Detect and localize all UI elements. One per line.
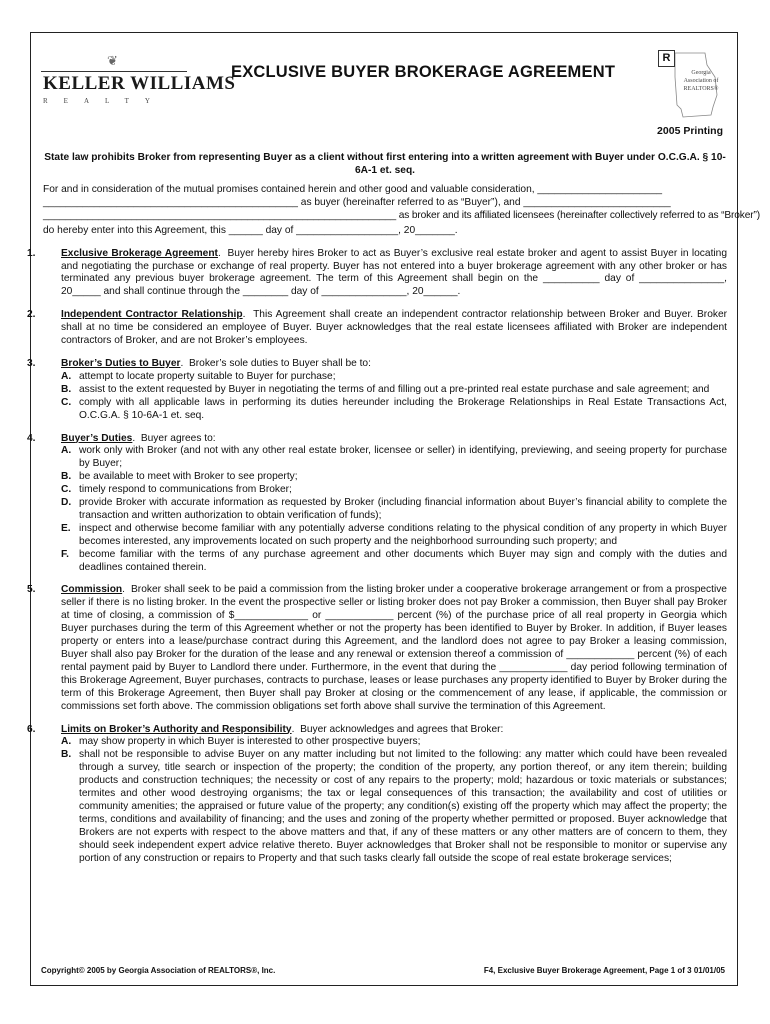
- realtor-r-icon: R: [658, 50, 675, 67]
- section-text: Broker’s sole duties to Buyer shall be to:: [188, 357, 371, 369]
- list-item: [43, 749, 727, 865]
- section-title: Limits on Broker’s Authority and Responsibility: [61, 723, 292, 735]
- section-text: This Agreement shall create an independent contractor relationship between Broker and Buyer. Broker shall at no time be considered an employee of Buyer. Buyer acknowledges that the real estate licensees affiliated with Broker are independent contractors of Broker, and are not Broker’s employees.: [61, 309, 728, 347]
- footer-copyright: Copyright© 2005 by Georgia Association of REALTORS®, Inc.: [41, 966, 276, 975]
- document-body: [27, 151, 760, 866]
- gar-line: Georgia: [691, 70, 711, 76]
- brand-sub: REALTY: [43, 97, 166, 105]
- document-page: [27, 32, 760, 986]
- section-title: Broker’s Duties to Buyer: [61, 357, 181, 369]
- section-number: 2.: [27, 309, 36, 321]
- gar-line: Association of: [683, 78, 719, 84]
- intro-line: For and in consideration of the mutual promises contained herein and other good and valuable consideration, ______________________: [43, 184, 663, 195]
- section-6: 6. Limits on Broker’s Authority and Responsibility. Buyer acknowledges and agrees that Broker: A. may show property in which Buyer is interested to other prospective buyers; B. shall not be responsible to advise Buyer on any matter including but not limited to the following: any matter which could have been revealed through a survey, title search or inspection of the property; the condition of the property, any portion thereof, or any item therein; building products and construction techniques; the necessity or cost of any repairs to the property; mold; hazardous or toxic materials or substances; termites and other wood destroying organisms; the tax or legal consequences of this transaction; the availability and cost of utilities or community amenities; the appraised or future value of the property; any condition(s) existing off the property which may affect the property; the terms, conditions and availability of financing; and the uses and zoning of the property whether permitted or proposed. Buyer acknowledge that Brokers are not experts with respect to the above matters and that, if any of these matters or any other matters are of concern to them, they should seek independent expert advice relative thereto. Buyer acknowledges that Broker shall not be responsible to monitor or supervise any portion of any construction or repairs to Property and that such tasks clearly fall outside the scope of real estate brokerage services;: [27, 723, 727, 864]
- list-item: [43, 549, 727, 575]
- list-item: [43, 397, 727, 423]
- item-text: shall not be responsible to advise Buyer on any matter including but not limited to the following: any matter which could have been revealed through a survey, title search or inspection of the property; the condition of the property, any portion thereof, or any item therein; building products and construction techniques; the necessity or cost of any repairs to the property; mold; hazardous or toxic materials or substances; termites and other wood destroying organisms; the tax or legal consequences of this transaction; the availability and cost of utilities or community amenities; the appraised or future value of the property; any condition(s) existing off the property which may affect the property; the terms, conditions and availability of financing; and the uses and zoning of the property whether permitted or proposed. Buyer acknowledge that Brokers are not experts with respect to the above matters and that, if any of these matters or any other matters are of concern to them, they should seek independent expert advice relative thereto. Buyer acknowledges that Broker shall not be responsible to monitor or supervise any portion of any construction or repairs to Property and that such tasks clearly fall outside the scope of real estate brokerage services;: [79, 749, 727, 864]
- item-text: inspect and otherwise become familiar with any potentially adverse conditions relating to the physical condition of any property in which Buyer becomes interested, any improvements located on such property and the neighborhood surrounding such property; and: [79, 522, 727, 547]
- section-text: Buyer agrees to:: [140, 432, 216, 444]
- item-text: be available to meet with Broker to see property;: [79, 471, 298, 483]
- intro-line: _____________________________________________ as buyer (hereinafter referred to as “Buyer”), and __________________________: [43, 196, 671, 208]
- gar-text: [679, 69, 723, 93]
- list-item: [43, 384, 727, 397]
- intro-paragraph: [43, 184, 760, 238]
- item-letter: A.: [61, 370, 72, 382]
- gar-line: REALTORS®: [683, 86, 719, 92]
- item-letter: C.: [61, 396, 72, 408]
- intro-line: ________________________________________________________________ as broker and its affiliated licensees (hereinafter collectively referred to as “Broker”): [43, 209, 760, 221]
- item-letter: B.: [61, 749, 72, 761]
- document-title: EXCLUSIVE BUYER BROKERAGE AGREEMENT: [231, 63, 616, 81]
- legal-notice: State law prohibits Broker from representing Buyer as a client without first entering into a written agreement with Buyer under O.C.G.A. § 10-6A-1 et. seq.: [44, 152, 726, 176]
- brand-name: KELLER WILLIAMS: [43, 73, 236, 94]
- section-number: 5.: [27, 584, 36, 596]
- section-title: Commission: [61, 584, 123, 596]
- list-item: [43, 523, 727, 549]
- item-letter: B.: [61, 383, 72, 395]
- list-item: [43, 497, 727, 523]
- item-letter: B.: [61, 471, 72, 483]
- section-text: Broker shall seek to be paid a commission from the listing broker under a cooperative brokerage arrangement or from a prospective seller if there is no listing broker. In the event the prospective seller or listing broker does not pay Broker a commission, then Buyer shall pay Broker at time of closing, a commission of $_____________ or ____________ percent (%) of the purchase price of all real property in Georgia which Buyer purchases during the term of this Agreement whether or not the property has been identified to Buyer by Broker. In addition, if Buyer leases property or enters into a lease/purchase contract during this Agreement, and the landlord does not agree to pay Broker a leasing commission, Buyer shall also pay Broker for the duration of the lease and any renewal or extension thereof a commission of ____________ percent (%) of each rental payment paid by Buyer to Landlord there under. Furthermore, in the event that during the ____________ day period following termination of this Brokerage Agreement, Buyer purchases, contracts to purchase, leases or lease purchases any property identified to Buyer by Broker during the term of this Brokerage Agreement, then Buyer shall pay Broker at closing or the commencement of any lease, if applicable, the commission or commissions set forth above. The commission obligations set forth above shall survive the termination of this Agreement.: [61, 584, 727, 712]
- item-text: become familiar with the terms of any purchase agreement and other documents which Buyer may sign and comply with the duties and deadlines contained therein.: [79, 548, 727, 573]
- section-5: 5. Commission. Broker shall seek to be paid a commission from the listing broker under a cooperative brokerage arrangement or from a prospective seller if there is no listing broker. In the event the prospective seller or listing broker does not pay Broker a commission, then Buyer shall pay Broker at time of closing, a commission of $_____________ or ____________ percent (%) of the purchase price of all real property in Georgia which Buyer purchases during the term of this Agreement whether or not the property has been identified to Buyer by Broker. In addition, if Buyer leases property or enters into a lease/purchase contract during this Agreement, and the landlord does not agree to pay Broker a leasing commission, Buyer shall also pay Broker for the duration of the lease and any renewal or extension thereof a commission of ____________ percent (%) of each rental payment paid by Buyer to Landlord there under. Furthermore, in the event that during the ____________ day period following termination of this Brokerage Agreement, Buyer purchases, contracts to purchase, leases or lease purchases any property identified to Buyer by Broker during the term of this Brokerage Agreement, then Buyer shall pay Broker at closing or the commencement of any lease, if applicable, the commission or commissions set forth above. The commission obligations set forth above shall survive the termination of this Agreement.: [27, 584, 727, 712]
- logo-divider: [41, 71, 187, 72]
- item-text: timely respond to communications from Broker;: [79, 484, 292, 496]
- item-text: may show property in which Buyer is interested to other prospective buyers;: [79, 736, 421, 748]
- section-number: 6.: [27, 723, 36, 735]
- item-text: assist to the extent requested by Buyer in negotiating the terms of and filling out a pre-printed real estate purchase and sale agreement; and: [79, 383, 710, 395]
- section-number: 3.: [27, 357, 36, 369]
- section-title: Exclusive Brokerage Agreement: [61, 247, 218, 259]
- item-letter: C.: [61, 484, 72, 496]
- item-letter: E.: [61, 522, 71, 534]
- keller-williams-logo: [41, 53, 236, 113]
- kw-emblem-icon: ❦: [107, 53, 118, 68]
- item-text: work only with Broker (and not with any other real estate broker, licensee or seller) in identifying, previewing, and seeing property for purchase by Buyer;: [79, 445, 727, 470]
- item-text: provide Broker with accurate information as requested by Broker (including financial information about Buyer’s financial ability to complete the transaction and written authorization to obtain verification of funds);: [79, 497, 727, 521]
- footer-page-info: F4, Exclusive Buyer Brokerage Agreement, Page 1 of 3 01/01/05: [483, 966, 725, 975]
- section-text: Buyer acknowledges and agrees that Broker:: [300, 723, 504, 735]
- item-text: attempt to locate property suitable to Buyer for purchase;: [79, 370, 336, 382]
- list-item: [43, 736, 727, 749]
- section-2: 2. Independent Contractor Relationship. This Agreement shall create an independent contractor relationship between Broker and Buyer. Broker shall at no time be considered an employee of Buyer. Buyer acknowledges that the real estate licensees affiliated with Broker are independent contractors of Broker, and are not Broker’s employees.: [27, 309, 728, 347]
- intro-line: do hereby enter into this Agreement, this ______ day of __________________, 20_______.: [43, 224, 458, 236]
- section-title: Independent Contractor Relationship: [61, 309, 243, 321]
- item-letter: A.: [61, 445, 72, 457]
- section-number: 1.: [27, 247, 36, 259]
- document-header: [31, 33, 737, 137]
- list-item: [43, 371, 727, 384]
- list-item: [43, 471, 727, 484]
- printing-year: 2005 Printing: [657, 125, 723, 137]
- item-letter: A.: [61, 736, 72, 748]
- list-item: [43, 484, 727, 497]
- section-title: Buyer’s Duties: [61, 432, 133, 444]
- section-4: 4. Buyer’s Duties. Buyer agrees to: A. work only with Broker (and not with any other real estate broker, licensee or seller) in identifying, previewing, and seeing property for purchase by Buyer; B. be available to meet with Broker to see property; C. timely respond to communications from Broker; D. provide Broker with accurate information as requested by Broker (including financial information about Buyer’s financial ability to complete the transaction and written authorization to obtain verification of funds); E. inspect and otherwise become familiar with any potentially adverse conditions relating to the physical condition of any property in which Buyer becomes interested, any improvements located on such property and the neighborhood surrounding such property; and F. become familiar with the terms of any purchase agreement and other documents which Buyer may sign and comply with the duties and deadlines contained therein.: [27, 432, 727, 573]
- item-letter: D.: [61, 497, 72, 509]
- section-text: Buyer hereby hires Broker to act as Buyer’s exclusive real estate broker and agent to assist Buyer in locating and negotiating the purchase or exchange of real property. Buyer has not entered into a buyer brokerage agreement with any other broker or has terminated any previous buyer brokerage agreement. The term of this Agreement shall begin on the __________ day of _______________, 20_____ and shall continue through the ________ day of _______________, 20______.: [61, 247, 727, 298]
- list-item: [43, 445, 727, 471]
- section-3: 3. Broker’s Duties to Buyer. Broker’s sole duties to Buyer shall be to: A. attempt to locate property suitable to Buyer for purchase; B. assist to the extent requested by Buyer in negotiating the terms of and filling out a pre-printed real estate purchase and sale agreement; and C. comply with all applicable laws in performing its duties hereunder including the Brokerage Relationships in Real Estate Transactions Act, O.C.G.A. § 10-6A-1 et. seq.: [27, 357, 727, 421]
- item-letter: F.: [61, 548, 69, 560]
- item-text: comply with all applicable laws in performing its duties hereunder including the Brokerage Relationships in Real Estate Transactions Act, O.C.G.A. § 10-6A-1 et. seq.: [79, 396, 727, 421]
- section-1: 1. Exclusive Brokerage Agreement. Buyer hereby hires Broker to act as Buyer’s exclusive real estate broker and agent to assist Buyer in locating and negotiating the purchase or exchange of real property. Buyer has not entered into a buyer brokerage agreement with any other broker or has terminated any previous buyer brokerage agreement. The term of this Agreement shall begin on the __________ day of _______________, 20_____ and shall continue through the ________ day of _______________, 20______.: [27, 247, 727, 298]
- gar-logo: [653, 47, 723, 119]
- section-number: 4.: [27, 432, 36, 444]
